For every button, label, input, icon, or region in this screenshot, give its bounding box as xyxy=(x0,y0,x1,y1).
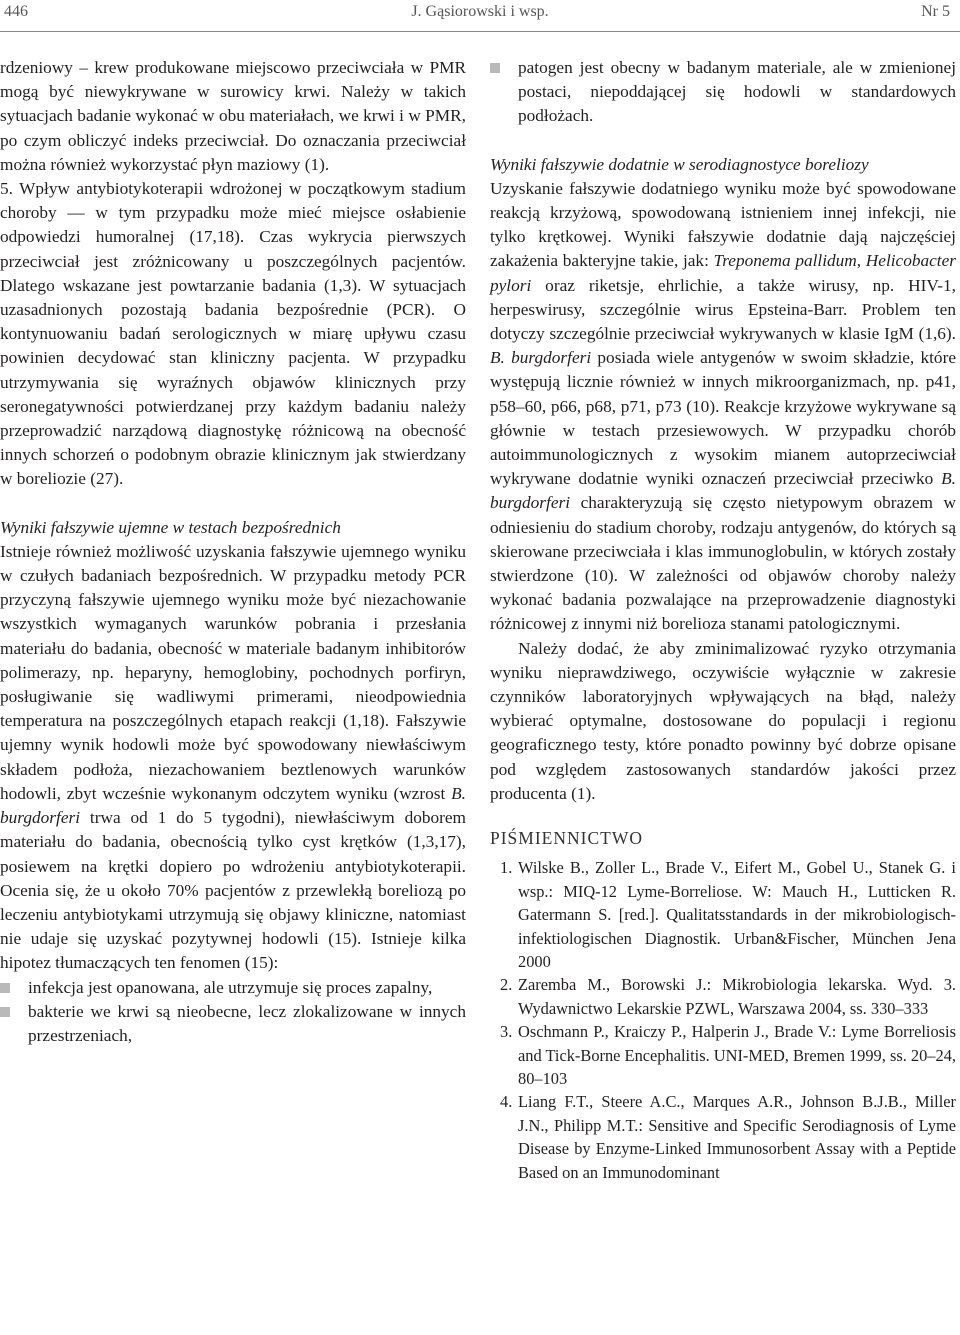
text-run: charakteryzują się często nietypowym obrazem w odniesieniu do stadium choroby, rodzaju antygenów, do których są skierowane przeciwciała i klas immunoglobulin, w których zostały stwierdzone (10). W zależności od objawów choroby należy wykonać badania pozwalające na przeprowadzenie diagnostyki różnicowej z innymi niż borelioza stanami patologicznymi. xyxy=(490,493,956,634)
square-bullet-icon xyxy=(0,983,10,993)
species-name: Helicobacter pylori xyxy=(490,251,957,295)
reference-item xyxy=(490,1090,956,1184)
reference-item xyxy=(490,856,956,973)
issue-number: Nr 5 xyxy=(921,3,950,20)
paragraph-false-positive xyxy=(490,177,956,637)
paragraph-recommendation: Należy dodać, że aby zminimalizować ryzyko otrzymania wyniku nieprawdziwego, oczywiście wyłącznie w zakresie czynników laboratoryjnych wpływających na błąd, należy wybierać optymalne, dostosowane do populacji i regionu geograficznego testy, które ponadto powinny być dobrze opisane pod względem zastosowanych standardów jakości przez producenta (1). xyxy=(490,638,956,803)
species-name: B. burgdorferi xyxy=(0,783,466,828)
paragraph-csf-antibodies: rdzeniowy – krew produkowane miejscowo przeciwciała w PMR mogą być niewykrywane w surowicy krwi. Należy w takich sytuacjach badanie wykonać w obu materiałach, we krwi i w PMR, po czym obliczyć indeks przeciwciał. Do oznaczania przeciwciał można również wykorzystać płyn maziowy (1). xyxy=(0,58,466,174)
left-column xyxy=(0,56,466,1048)
reference-text: Oschmann P., Kraiczy P., Halperin J., Brade V.: Lyme Borreliosis and Tick-Borne Encephalitis. UNI-MED, Bremen 1999, ss. 20–24, 80–103 xyxy=(518,1022,956,1088)
list-item xyxy=(0,1000,466,1048)
paragraph-antibiotic-effect: 5. Wpływ antybiotykoterapii wdrożonej w początkowym stadium choroby — w tym przypadku może mieć miejsce osłabienie odpowiedzi humoralnej (17,18). Czas wykrycia pierwszych przeciwciał jest zróżnicowany u poszczególnych pacjentów. Dlatego wskazane jest powtarzanie badania (1,3). W sytuacjach uzasadnionych pozostają badania bezpośrednie (PCR). O kontynuowaniu badań serologicznych w miarę upływu czasu powinien decydować stan kliniczny pacjenta. W przypadku utrzymywania się wyraźnych objawów klinicznych przy seronegatywności potwierdzanej przy każdym badaniu należy przeprowadzić narządową diagnostykę różnicową na obecność innych schorzeń o podobnym obrazie klinicznym jak stwierdzany w boreliozie (27). xyxy=(0,179,466,489)
list-item xyxy=(0,976,466,1000)
list-item-text: infekcja jest opanowana, ale utrzymuje się proces zapalny, xyxy=(28,977,433,997)
reference-number: 4. xyxy=(500,1092,513,1112)
header-rule xyxy=(0,31,960,32)
list-item-text: bakterie we krwi są nieobecne, lecz zlokalizowane w innych przestrzeniach, xyxy=(28,1001,466,1045)
hypotheses-list xyxy=(0,976,466,1049)
text-run: oraz riketsje, ehrlichie, a także wirusy, np. HIV-1, herpeswirusy, szczególnie wirus Epsteina-Barr. Problem ten dotyczy szczególnie przeciwciał wykrywanych w klasie IgM (1,6). xyxy=(490,275,956,344)
section-heading-false-negative: Wyniki fałszywie ujemne w testach bezpośrednich xyxy=(0,517,341,537)
references-title: PIŚMIENNICTWO xyxy=(490,828,643,849)
text-run: trwa od 1 do 5 tygodni), niewłaściwym doborem materiału do badania, obecnością tylko cyst krętków (1,3,17), posiewem na krętki dopiero po wdrożeniu antybiotykoterapii. Ocenia się, że u około 70% pacjentów z przewlekłą boreliozą po leczeniu antybiotykami utrzymują się objawy kliniczne, natomiast nie udaje się uzyskać pozytywnej hodowli (15). Istnieje kilka hipotez tłumaczących ten fenomen (15): xyxy=(0,808,466,973)
page-number: 446 xyxy=(4,3,28,20)
reference-number: 1. xyxy=(500,858,513,878)
right-column xyxy=(490,56,956,1184)
running-header xyxy=(0,0,960,30)
references-list xyxy=(490,856,956,1184)
section-gap xyxy=(490,806,956,826)
text-run: posiada wiele antygenów w swoim składzie, które występują licznie również w innych mikroorganizmach, np. p41, p58–60, p66, p68, p71, p73 (10). Reakcje krzyżowe wykrywane są głównie w testach przesiewowych. W przypadku chorób autoimmunologicznych z wysokim mianem autoprzeciwciał wykrywane dodatnie wyniki oznaczeń przeciwciał przeciwko xyxy=(490,348,957,489)
reference-number: 3. xyxy=(500,1022,513,1042)
section-heading-false-positive: Wyniki fałszywie dodatnie w serodiagnostyce boreliozy xyxy=(490,154,869,174)
running-authors: J. Gąsiorowski i wsp. xyxy=(411,3,549,20)
list-item xyxy=(490,56,956,129)
reference-text: Zaremba M., Borowski J.: Mikrobiologia lekarska. Wyd. 3. Wydawnictwo Lekarskie PZWL, Warszawa 2004, ss. 330–333 xyxy=(518,975,956,1018)
paragraph-false-negative xyxy=(0,540,466,976)
square-bullet-icon xyxy=(0,1007,10,1017)
list-item-text: patogen jest obecny w badanym materiale, ale w zmienionej postaci, niepoddającej się hodowli w standardowych podłożach. xyxy=(518,58,956,126)
species-name: Treponema pallidum xyxy=(713,251,857,271)
text-run: Istnieje również możliwość uzyskania fałszywie ujemnego wyniku w czułych badaniach bezpośrednich. W przypadku metody PCR przyczyną fałszywie ujemnego wyniku może być niezachowanie wszystkich wymaganych warunków pobrania i przesłania materiału do badania, obecność w materiale badanym inhibitorów polimerazy, np. heparyny, hemoglobiny, pochodnych porfiryn, posługiwanie się wadliwymi primerami, nieodpowiednia temperatura na poszczególnych etapach reakcji (1,18). Fałszywie ujemny wynik hodowli może być spowodowany niewłaściwym składem podłoża, niezachowaniem beztlenowych warunków hodowli, zbyt wcześnie wykonanym odczytem wyniku (wzrost xyxy=(0,541,466,803)
square-bullet-icon xyxy=(490,63,500,73)
species-name: B. burgdorferi xyxy=(490,348,592,368)
reference-text: Wilske B., Zoller L., Brade V., Eifert M., Gobel U., Stanek G. i wsp.: MIQ-12 Lyme-Borreliose. W: Mauch H., Lutticken R. Gatermann S. [red.]. Qualitatsstandards in der mikrobiologisch-infektiologischen Diagnostik. Urban&Fischer, München Jena 2000 xyxy=(518,858,956,971)
text-run: Uzyskanie fałszywie dodatniego wyniku może być spowodowane reakcją krzyżową, spowodowaną istnieniem innej infekcji, nie tylko krętkowej. Wyniki fałszywie dodatnie dają najczęściej zakażenia bakteryjne takie, jak: xyxy=(490,178,956,271)
reference-item xyxy=(490,973,956,1020)
section-gap xyxy=(0,492,466,516)
text-run: , xyxy=(856,251,866,271)
reference-item xyxy=(490,1020,956,1090)
reference-number: 2. xyxy=(500,975,513,995)
reference-text: Liang F.T., Steere A.C., Marques A.R., Johnson B.J.B., Miller J.N., Philipp M.T.: Sensitive and Specific Serodiagnosis of Lyme Disease by Enzyme-Linked Immunosorbent Assay with a Peptide Based on an Immunodominant xyxy=(518,1092,956,1182)
section-gap xyxy=(490,129,956,153)
species-name: B. burgdorferi xyxy=(490,469,956,513)
hypotheses-list-continued xyxy=(490,56,956,129)
